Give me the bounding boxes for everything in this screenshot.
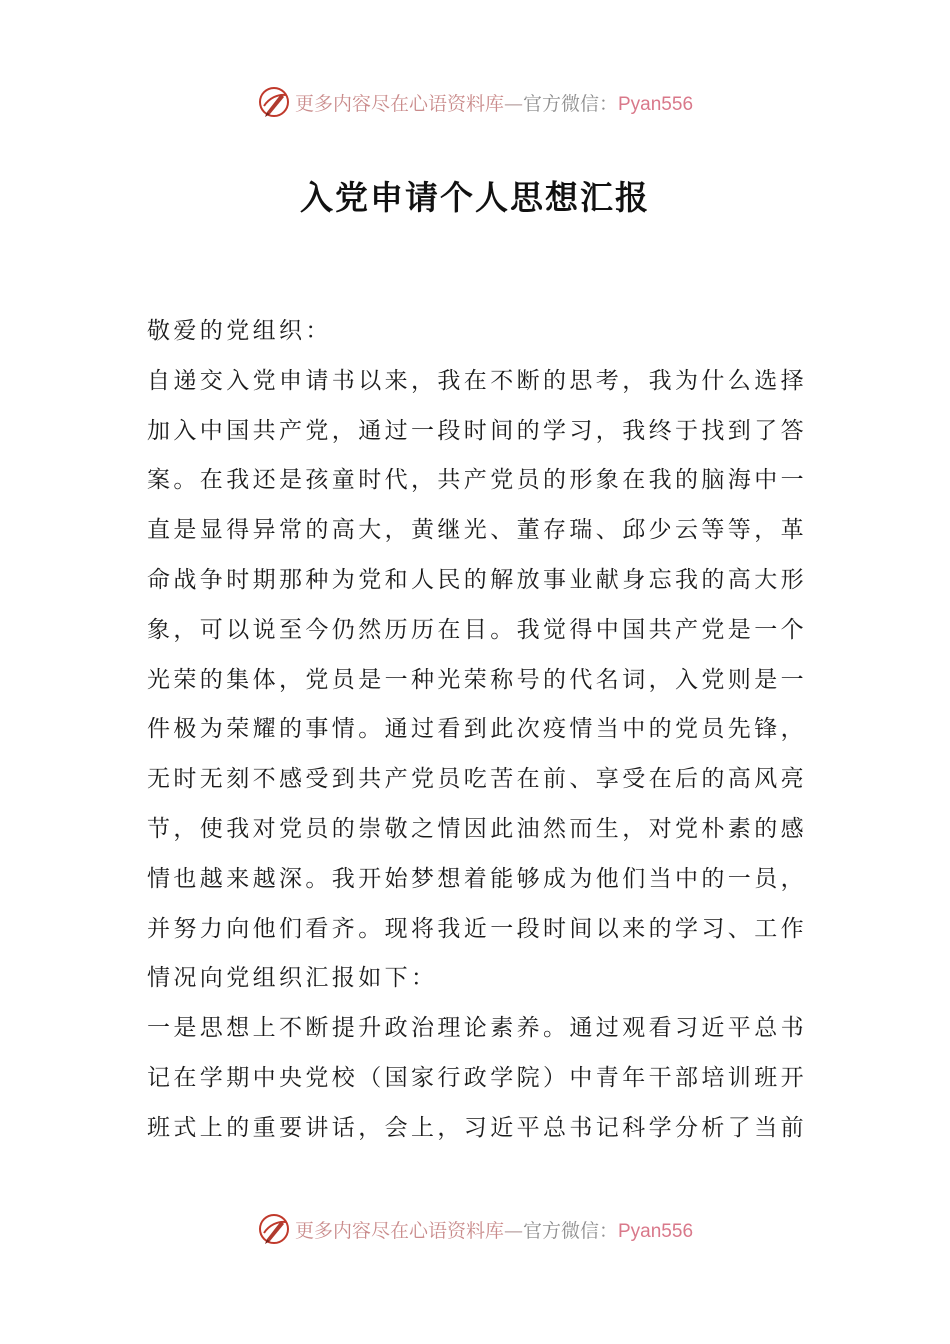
body-line: 无时无刻不感受到共产党员吃苦在前、享受在后的高风亮: [147, 766, 807, 793]
pen-logo-icon: [257, 85, 291, 119]
header-wechat-id: Pyan556: [618, 93, 694, 115]
body-line: 一是思想上不断提升政治理论素养。通过观看习近平总书: [147, 1015, 807, 1042]
body-line: 节，使我对党员的崇敬之情因此油然而生，对党朴素的感: [147, 815, 807, 842]
body-line: 命战争时期那种为党和人民的解放事业献身忘我的高大形: [147, 566, 807, 593]
footer-official-label: 官方微信：: [522, 1219, 618, 1242]
body-line: 光荣的集体，党员是一种光荣称号的代名词，入党则是一: [147, 666, 807, 693]
header-brand-text: 更多内容尽在心语资料库: [294, 92, 504, 115]
body-line: 情也越来越深。我开始梦想着能够成为他们当中的一员，: [147, 865, 807, 892]
body-line: 案。在我还是孩童时代，共产党员的形象在我的脑海中一: [147, 467, 807, 494]
body-line: 记在学期中央党校（国家行政学院）中青年干部培训班开: [147, 1064, 807, 1091]
footer-watermark-banner: [0, 1209, 950, 1249]
header-watermark-banner: [0, 82, 950, 122]
body-line: 敬爱的党组织：: [147, 318, 332, 344]
body-line: 情况向党组织汇报如下：: [147, 965, 438, 992]
header-banner-text: [295, 89, 693, 116]
header-separator: —: [503, 92, 523, 115]
body-line: 象，可以说至今仍然历历在目。我觉得中国共产党是一个: [147, 616, 807, 643]
footer-brand-text: 更多内容尽在心语资料库: [294, 1219, 504, 1242]
pen-logo-icon: [257, 1212, 291, 1246]
header-official-label: 官方微信：: [522, 92, 618, 115]
body-line: 直是显得异常的高大，黄继光、董存瑞、邱少云等等，革: [147, 517, 807, 544]
footer-banner-text: [295, 1216, 693, 1243]
body-line: 班式上的重要讲话，会上，习近平总书记科学分析了当前: [147, 1114, 807, 1141]
footer-separator: —: [503, 1219, 523, 1242]
body-line: 件极为荣耀的事情。通过看到此次疫情当中的党员先锋，: [147, 716, 807, 743]
body-line: 自递交入党申请书以来，我在不断的思考，我为什么选择: [147, 367, 807, 394]
document-body: [147, 307, 807, 1154]
document-title: 入党申请个人思想汇报: [300, 178, 650, 217]
body-line: 加入中国共产党，通过一段时间的学习，我终于找到了答: [147, 417, 807, 444]
footer-wechat-id: Pyan556: [618, 1220, 694, 1242]
body-line: 并努力向他们看齐。现将我近一段时间以来的学习、工作: [147, 915, 807, 942]
